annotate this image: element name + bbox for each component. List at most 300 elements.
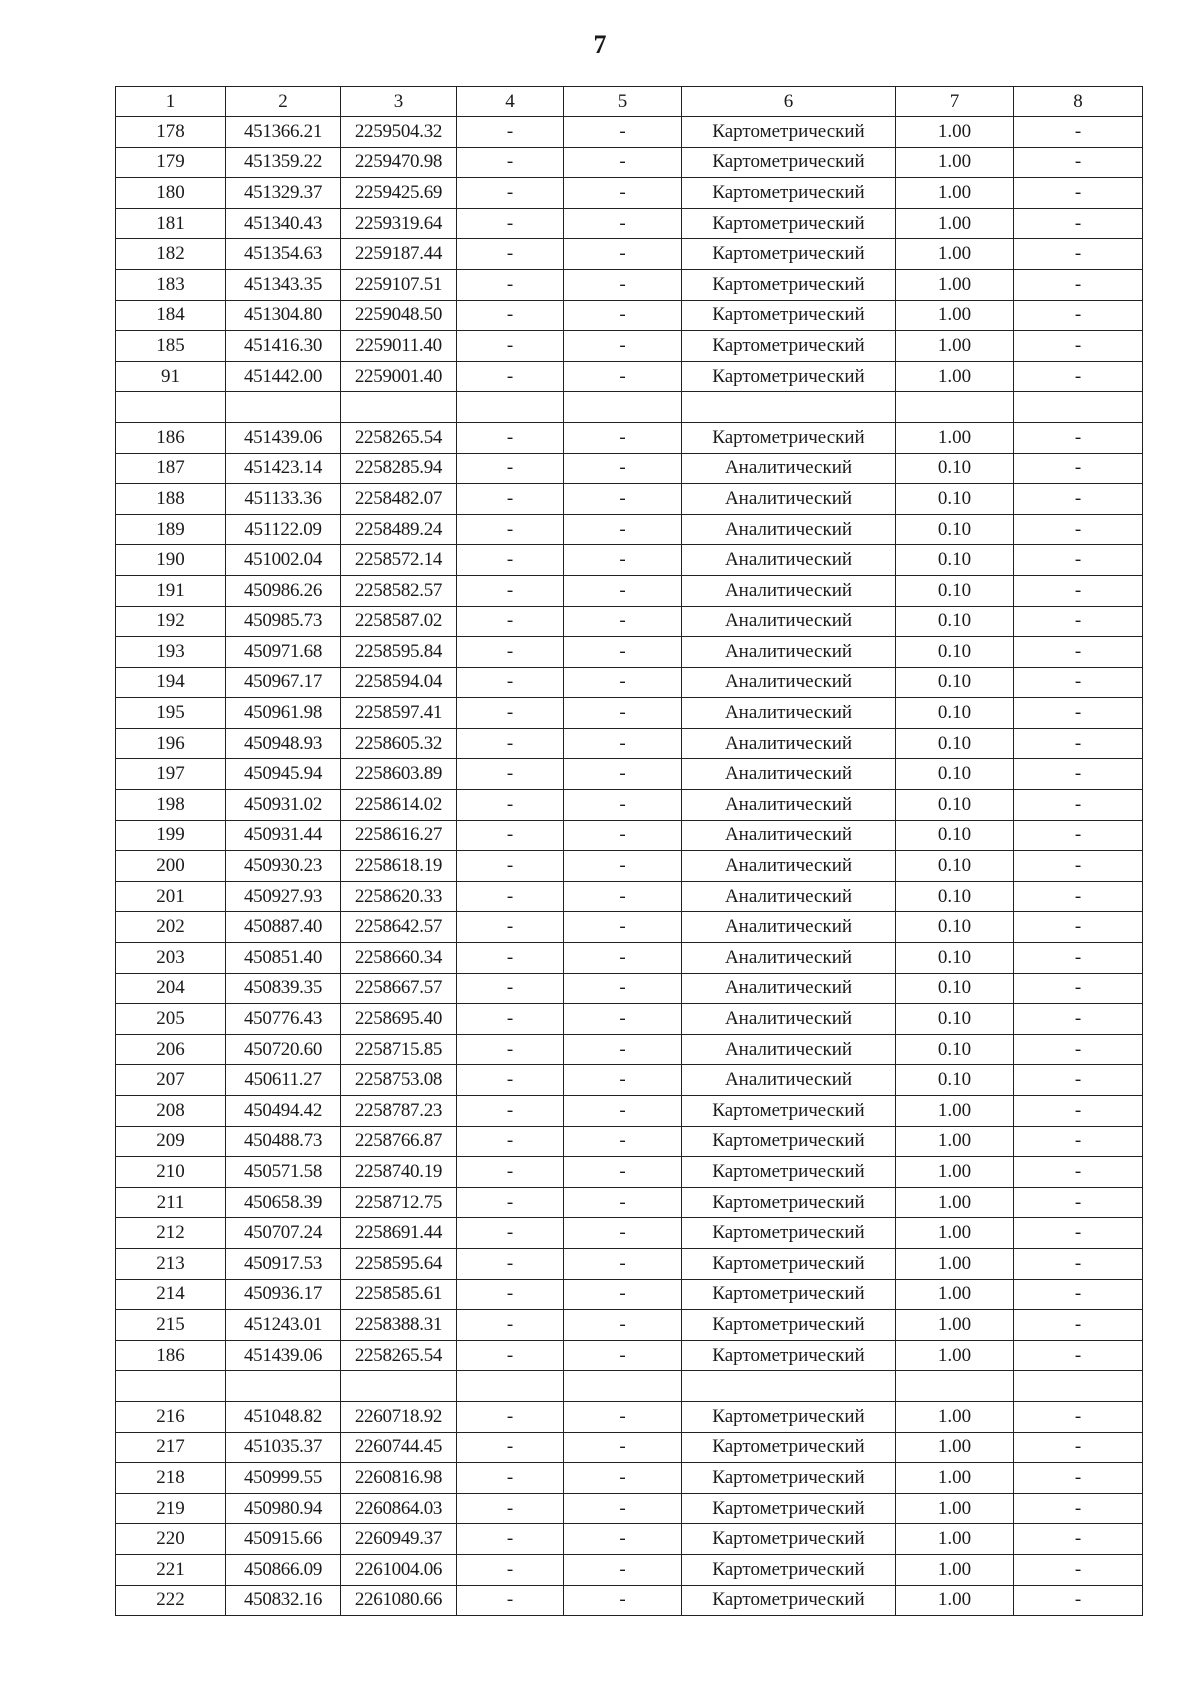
col-8-cell: - [1014,973,1143,1004]
col-5-cell: - [564,422,682,453]
col-8-cell: - [1014,422,1143,453]
col-5-cell: - [564,851,682,882]
col-8-cell: - [1014,514,1143,545]
method-cell: Картометрический [682,1248,896,1279]
point-number-cell: 203 [116,943,226,974]
point-number-cell: 190 [116,545,226,576]
method-cell: Аналитический [682,943,896,974]
accuracy-cell: 0.10 [896,912,1014,943]
point-number-cell: 213 [116,1248,226,1279]
accuracy-cell: 0.10 [896,851,1014,882]
method-cell: Картометрический [682,422,896,453]
table-row [116,606,1143,637]
y-coordinate-cell: 2258572.14 [341,545,457,576]
col-4-cell: - [457,1401,564,1432]
method-cell: Аналитический [682,881,896,912]
col-4-cell: - [457,1524,564,1555]
accuracy-cell: 1.00 [896,331,1014,362]
method-cell: Картометрический [682,361,896,392]
col-5-cell: - [564,239,682,270]
col-5-cell: - [564,637,682,668]
col-5-cell [564,1371,682,1402]
x-coordinate-cell: 451340.43 [226,208,341,239]
col-4-cell: - [457,1310,564,1341]
col-8-cell: - [1014,269,1143,300]
method-cell: Аналитический [682,912,896,943]
method-cell: Картометрический [682,239,896,270]
col-4-cell: - [457,1004,564,1035]
point-number-cell: 187 [116,453,226,484]
table-row [116,851,1143,882]
col-5-cell: - [564,1401,682,1432]
table-row [116,514,1143,545]
col-5-cell: - [564,790,682,821]
x-coordinate-cell: 450887.40 [226,912,341,943]
y-coordinate-cell: 2258265.54 [341,1340,457,1371]
col-8-cell: - [1014,667,1143,698]
x-coordinate-cell: 451366.21 [226,117,341,148]
col-5-cell: - [564,147,682,178]
coordinates-table [115,86,1143,1616]
table-row [116,1554,1143,1585]
method-cell: Аналитический [682,545,896,576]
column-header-2: 2 [226,87,341,117]
x-coordinate-cell: 450945.94 [226,759,341,790]
table-row [116,208,1143,239]
table-row [116,422,1143,453]
method-cell: Картометрический [682,178,896,209]
method-cell: Картометрический [682,1493,896,1524]
point-number-cell: 221 [116,1554,226,1585]
accuracy-cell: 1.00 [896,422,1014,453]
accuracy-cell: 1.00 [896,1493,1014,1524]
table-row [116,239,1143,270]
col-5-cell: - [564,1096,682,1127]
point-number-cell: 183 [116,269,226,300]
accuracy-cell: 1.00 [896,1310,1014,1341]
method-cell [682,392,896,423]
col-4-cell: - [457,637,564,668]
table-row [116,881,1143,912]
x-coordinate-cell: 450915.66 [226,1524,341,1555]
accuracy-cell: 0.10 [896,453,1014,484]
accuracy-cell: 1.00 [896,1585,1014,1616]
col-8-cell: - [1014,728,1143,759]
col-8-cell: - [1014,1218,1143,1249]
accuracy-cell: 1.00 [896,147,1014,178]
y-coordinate-cell: 2258691.44 [341,1218,457,1249]
x-coordinate-cell: 451243.01 [226,1310,341,1341]
col-4-cell: - [457,1065,564,1096]
point-number-cell: 220 [116,1524,226,1555]
col-8-cell: - [1014,1004,1143,1035]
point-number-cell: 189 [116,514,226,545]
x-coordinate-cell: 450839.35 [226,973,341,1004]
x-coordinate-cell: 451439.06 [226,422,341,453]
col-8-cell: - [1014,361,1143,392]
col-8-cell: - [1014,117,1143,148]
y-coordinate-cell: 2259319.64 [341,208,457,239]
col-8-cell: - [1014,820,1143,851]
table-row [116,667,1143,698]
point-number-cell: 209 [116,1126,226,1157]
y-coordinate-cell: 2258753.08 [341,1065,457,1096]
table-row [116,361,1143,392]
method-cell: Картометрический [682,1187,896,1218]
point-number-cell: 184 [116,300,226,331]
y-coordinate-cell: 2260864.03 [341,1493,457,1524]
method-cell: Картометрический [682,1432,896,1463]
accuracy-cell: 1.00 [896,1096,1014,1127]
col-4-cell: - [457,147,564,178]
point-number-cell: 186 [116,422,226,453]
col-5-cell: - [564,1524,682,1555]
col-8-cell: - [1014,1401,1143,1432]
method-cell: Картометрический [682,1401,896,1432]
col-4-cell: - [457,453,564,484]
x-coordinate-cell [226,392,341,423]
col-4-cell: - [457,545,564,576]
y-coordinate-cell: 2258715.85 [341,1034,457,1065]
point-number-cell: 178 [116,117,226,148]
col-4-cell: - [457,422,564,453]
y-coordinate-cell: 2258712.75 [341,1187,457,1218]
x-coordinate-cell: 450611.27 [226,1065,341,1096]
col-8-cell: - [1014,331,1143,362]
col-4-cell: - [457,820,564,851]
accuracy-cell: 1.00 [896,1554,1014,1585]
y-coordinate-cell: 2259048.50 [341,300,457,331]
table-row [116,117,1143,148]
x-coordinate-cell: 450720.60 [226,1034,341,1065]
col-8-cell: - [1014,912,1143,943]
col-8-cell: - [1014,147,1143,178]
accuracy-cell: 1.00 [896,1187,1014,1218]
x-coordinate-cell: 450917.53 [226,1248,341,1279]
table-row [116,698,1143,729]
x-coordinate-cell: 450980.94 [226,1493,341,1524]
table-row [116,392,1143,423]
page-number: 7 [593,30,607,59]
col-5-cell: - [564,1248,682,1279]
col-5-cell: - [564,545,682,576]
col-8-cell: - [1014,606,1143,637]
accuracy-cell: 1.00 [896,1401,1014,1432]
x-coordinate-cell: 450986.26 [226,575,341,606]
column-header-5: 5 [564,87,682,117]
y-coordinate-cell: 2258695.40 [341,1004,457,1035]
col-5-cell: - [564,1340,682,1371]
table-row [116,147,1143,178]
x-coordinate-cell: 450930.23 [226,851,341,882]
col-8-cell [1014,392,1143,423]
accuracy-cell: 0.10 [896,728,1014,759]
x-coordinate-cell: 450967.17 [226,667,341,698]
x-coordinate-cell: 450936.17 [226,1279,341,1310]
col-5-cell: - [564,178,682,209]
accuracy-cell: 0.10 [896,575,1014,606]
col-5-cell: - [564,1585,682,1616]
col-4-cell: - [457,1034,564,1065]
point-number-cell: 216 [116,1401,226,1432]
table-row [116,820,1143,851]
col-4-cell [457,1371,564,1402]
col-5-cell: - [564,1554,682,1585]
y-coordinate-cell [341,392,457,423]
method-cell: Аналитический [682,1065,896,1096]
y-coordinate-cell: 2258605.32 [341,728,457,759]
col-8-cell: - [1014,484,1143,515]
method-cell: Картометрический [682,1310,896,1341]
x-coordinate-cell: 450931.44 [226,820,341,851]
accuracy-cell: 0.10 [896,943,1014,974]
x-coordinate-cell: 450707.24 [226,1218,341,1249]
y-coordinate-cell: 2258667.57 [341,973,457,1004]
x-coordinate-cell: 450985.73 [226,606,341,637]
accuracy-cell: 1.00 [896,1126,1014,1157]
col-5-cell: - [564,606,682,637]
col-5-cell: - [564,1310,682,1341]
x-coordinate-cell: 451304.80 [226,300,341,331]
x-coordinate-cell: 450658.39 [226,1187,341,1218]
col-5-cell: - [564,1493,682,1524]
col-5-cell: - [564,1126,682,1157]
point-number-cell [116,1371,226,1402]
col-5-cell: - [564,667,682,698]
table-row [116,1065,1143,1096]
col-5-cell: - [564,300,682,331]
x-coordinate-cell: 451343.35 [226,269,341,300]
point-number-cell: 181 [116,208,226,239]
col-8-cell: - [1014,1126,1143,1157]
point-number-cell: 197 [116,759,226,790]
point-number-cell: 182 [116,239,226,270]
point-number-cell: 199 [116,820,226,851]
accuracy-cell: 1.00 [896,1524,1014,1555]
y-coordinate-cell: 2260949.37 [341,1524,457,1555]
col-5-cell: - [564,1279,682,1310]
y-coordinate-cell: 2258587.02 [341,606,457,637]
col-8-cell: - [1014,1493,1143,1524]
col-8-cell: - [1014,1279,1143,1310]
y-coordinate-cell: 2258595.84 [341,637,457,668]
accuracy-cell: 0.10 [896,1034,1014,1065]
method-cell: Аналитический [682,1004,896,1035]
col-4-cell: - [457,1096,564,1127]
method-cell: Аналитический [682,790,896,821]
table-body [116,117,1143,1616]
table-row [116,1524,1143,1555]
x-coordinate-cell: 450866.09 [226,1554,341,1585]
point-number-cell: 191 [116,575,226,606]
y-coordinate-cell: 2260718.92 [341,1401,457,1432]
method-cell: Картометрический [682,147,896,178]
point-number-cell: 201 [116,881,226,912]
col-4-cell: - [457,300,564,331]
table-row [116,1585,1143,1616]
column-header-8: 8 [1014,87,1143,117]
x-coordinate-cell: 450931.02 [226,790,341,821]
column-header-6: 6 [682,87,896,117]
col-4-cell: - [457,790,564,821]
table-row [116,453,1143,484]
column-header-4: 4 [457,87,564,117]
method-cell: Картометрический [682,1463,896,1494]
table-row [116,1340,1143,1371]
method-cell: Аналитический [682,698,896,729]
table-row [116,1493,1143,1524]
col-5-cell: - [564,759,682,790]
col-8-cell: - [1014,1554,1143,1585]
col-5-cell: - [564,820,682,851]
col-4-cell: - [457,1340,564,1371]
x-coordinate-cell: 450571.58 [226,1157,341,1188]
table-row [116,1157,1143,1188]
col-5-cell: - [564,453,682,484]
col-8-cell: - [1014,759,1143,790]
point-number-cell: 210 [116,1157,226,1188]
col-5-cell: - [564,973,682,1004]
col-8-cell: - [1014,637,1143,668]
column-header-3: 3 [341,87,457,117]
accuracy-cell: 0.10 [896,973,1014,1004]
accuracy-cell: 0.10 [896,698,1014,729]
y-coordinate-cell: 2259001.40 [341,361,457,392]
col-8-cell: - [1014,1187,1143,1218]
accuracy-cell: 1.00 [896,178,1014,209]
accuracy-cell: 0.10 [896,637,1014,668]
method-cell: Аналитический [682,667,896,698]
point-number-cell: 186 [116,1340,226,1371]
accuracy-cell: 1.00 [896,208,1014,239]
method-cell: Картометрический [682,1096,896,1127]
col-5-cell: - [564,881,682,912]
col-4-cell: - [457,208,564,239]
col-8-cell: - [1014,1463,1143,1494]
col-8-cell: - [1014,239,1143,270]
col-5-cell: - [564,361,682,392]
header-row [116,87,1143,117]
x-coordinate-cell: 450971.68 [226,637,341,668]
table-row [116,331,1143,362]
method-cell: Картометрический [682,1126,896,1157]
method-cell: Картометрический [682,117,896,148]
y-coordinate-cell: 2258595.64 [341,1248,457,1279]
column-header-1: 1 [116,87,226,117]
col-8-cell: - [1014,1340,1143,1371]
col-4-cell: - [457,514,564,545]
col-5-cell: - [564,1157,682,1188]
method-cell: Аналитический [682,514,896,545]
method-cell: Аналитический [682,1034,896,1065]
col-5-cell: - [564,208,682,239]
y-coordinate-cell: 2260816.98 [341,1463,457,1494]
y-coordinate-cell: 2258482.07 [341,484,457,515]
col-4-cell: - [457,851,564,882]
y-coordinate-cell: 2258660.34 [341,943,457,974]
y-coordinate-cell: 2261004.06 [341,1554,457,1585]
col-4-cell: - [457,269,564,300]
point-number-cell: 185 [116,331,226,362]
accuracy-cell: 0.10 [896,667,1014,698]
accuracy-cell [896,392,1014,423]
col-8-cell: - [1014,300,1143,331]
x-coordinate-cell: 450776.43 [226,1004,341,1035]
accuracy-cell: 1.00 [896,1432,1014,1463]
table-row [116,1463,1143,1494]
x-coordinate-cell: 450494.42 [226,1096,341,1127]
method-cell: Картометрический [682,1157,896,1188]
col-4-cell: - [457,331,564,362]
col-5-cell: - [564,698,682,729]
point-number-cell: 195 [116,698,226,729]
point-number-cell: 200 [116,851,226,882]
accuracy-cell: 0.10 [896,759,1014,790]
x-coordinate-cell: 450961.98 [226,698,341,729]
table-row [116,300,1143,331]
col-5-cell: - [564,1034,682,1065]
table-row [116,484,1143,515]
col-5-cell [564,392,682,423]
table-row [116,1310,1143,1341]
x-coordinate-cell: 450948.93 [226,728,341,759]
y-coordinate-cell [341,1371,457,1402]
table-row [116,178,1143,209]
y-coordinate-cell: 2258594.04 [341,667,457,698]
col-8-cell: - [1014,1034,1143,1065]
y-coordinate-cell: 2258740.19 [341,1157,457,1188]
col-4-cell: - [457,1126,564,1157]
col-4-cell: - [457,1218,564,1249]
col-8-cell: - [1014,545,1143,576]
table-row [116,790,1143,821]
method-cell: Картометрический [682,269,896,300]
method-cell: Картометрический [682,1279,896,1310]
method-cell: Картометрический [682,300,896,331]
x-coordinate-cell [226,1371,341,1402]
accuracy-cell: 0.10 [896,545,1014,576]
table-row [116,269,1143,300]
x-coordinate-cell: 451442.00 [226,361,341,392]
col-8-cell: - [1014,851,1143,882]
point-number-cell: 192 [116,606,226,637]
col-4-cell: - [457,943,564,974]
y-coordinate-cell: 2258285.94 [341,453,457,484]
col-4-cell: - [457,178,564,209]
y-coordinate-cell: 2258618.19 [341,851,457,882]
point-number-cell: 212 [116,1218,226,1249]
col-4-cell: - [457,575,564,606]
accuracy-cell: 1.00 [896,1340,1014,1371]
method-cell: Аналитический [682,453,896,484]
col-4-cell: - [457,667,564,698]
method-cell: Картометрический [682,208,896,239]
col-8-cell: - [1014,1432,1143,1463]
y-coordinate-cell: 2258265.54 [341,422,457,453]
method-cell: Аналитический [682,606,896,637]
accuracy-cell: 1.00 [896,1218,1014,1249]
col-4-cell: - [457,728,564,759]
accuracy-cell: 1.00 [896,1248,1014,1279]
y-coordinate-cell: 2258603.89 [341,759,457,790]
col-5-cell: - [564,728,682,759]
point-number-cell: 204 [116,973,226,1004]
col-8-cell: - [1014,178,1143,209]
table-row [116,943,1143,974]
col-5-cell: - [564,117,682,148]
y-coordinate-cell: 2258642.57 [341,912,457,943]
method-cell: Картометрический [682,1218,896,1249]
